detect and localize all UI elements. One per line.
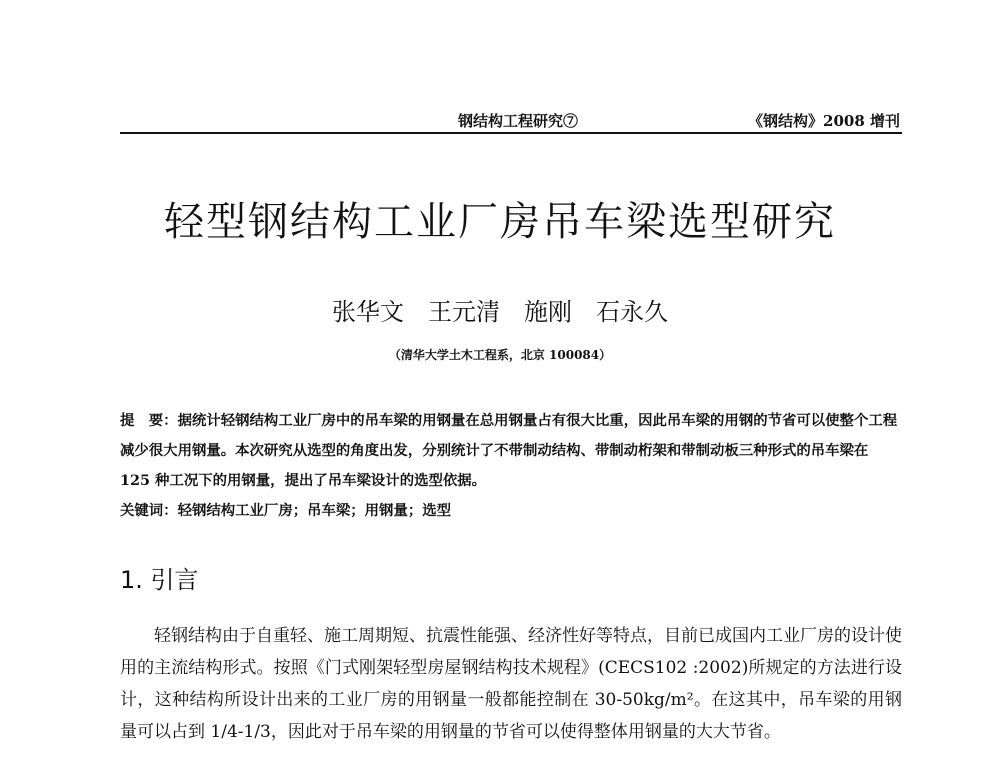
affiliation: （清华大学土木工程系，北京 100084） — [388, 348, 612, 362]
abstract-block — [120, 406, 902, 526]
keywords-text: 轻钢结构工业厂房；吊车梁；用钢量；选型 — [177, 502, 452, 519]
keywords-paragraph — [120, 496, 902, 526]
author-list: 张华文 王元清 施刚 石永久 — [332, 298, 668, 326]
abstract-label: 提 要： — [120, 412, 178, 429]
abstract-paragraph — [120, 406, 902, 496]
body-text — [120, 620, 902, 748]
section-heading: 1. 引言 — [120, 566, 199, 594]
running-header — [120, 106, 902, 134]
journal-label: 《钢结构》2008 增刊 — [748, 112, 900, 130]
keywords-label: 关键词： — [120, 502, 178, 519]
body-paragraph: 轻钢结构由于自重轻、施工周期短、抗震性能强、经济性好等特点，目前已成国内工业厂房的设计使用的主流结构形式。按照《门式刚架轻型房屋钢结构技术规程》(CECS102 :2002)所规定的方法进行设计，这种结构所设计出来的工业厂房的用钢量一般都能控制在 30-50kg/m²。在这其中，吊车梁的用钢量可以占到 1/4-1/3，因此对于吊车梁的用钢量的节省可以使得整体用钢量的大大节省。 — [120, 626, 902, 742]
abstract-text: 据统计轻钢结构工业厂房中的吊车梁的用钢量在总用钢量占有很大比重，因此吊车梁的用钢的节省可以使整个工程减少很大用钢量。本次研究从选型的角度出发，分别统计了不带制动结构、带制动桁架和带制动板三种形式的吊车梁在 125 种工况下的用钢量，提出了吊车梁设计的选型依据。 — [120, 412, 898, 489]
series-label: 钢结构工程研究⑦ — [458, 112, 579, 130]
paper-title: 轻型钢结构工业厂房吊车梁选型研究 — [164, 199, 836, 245]
